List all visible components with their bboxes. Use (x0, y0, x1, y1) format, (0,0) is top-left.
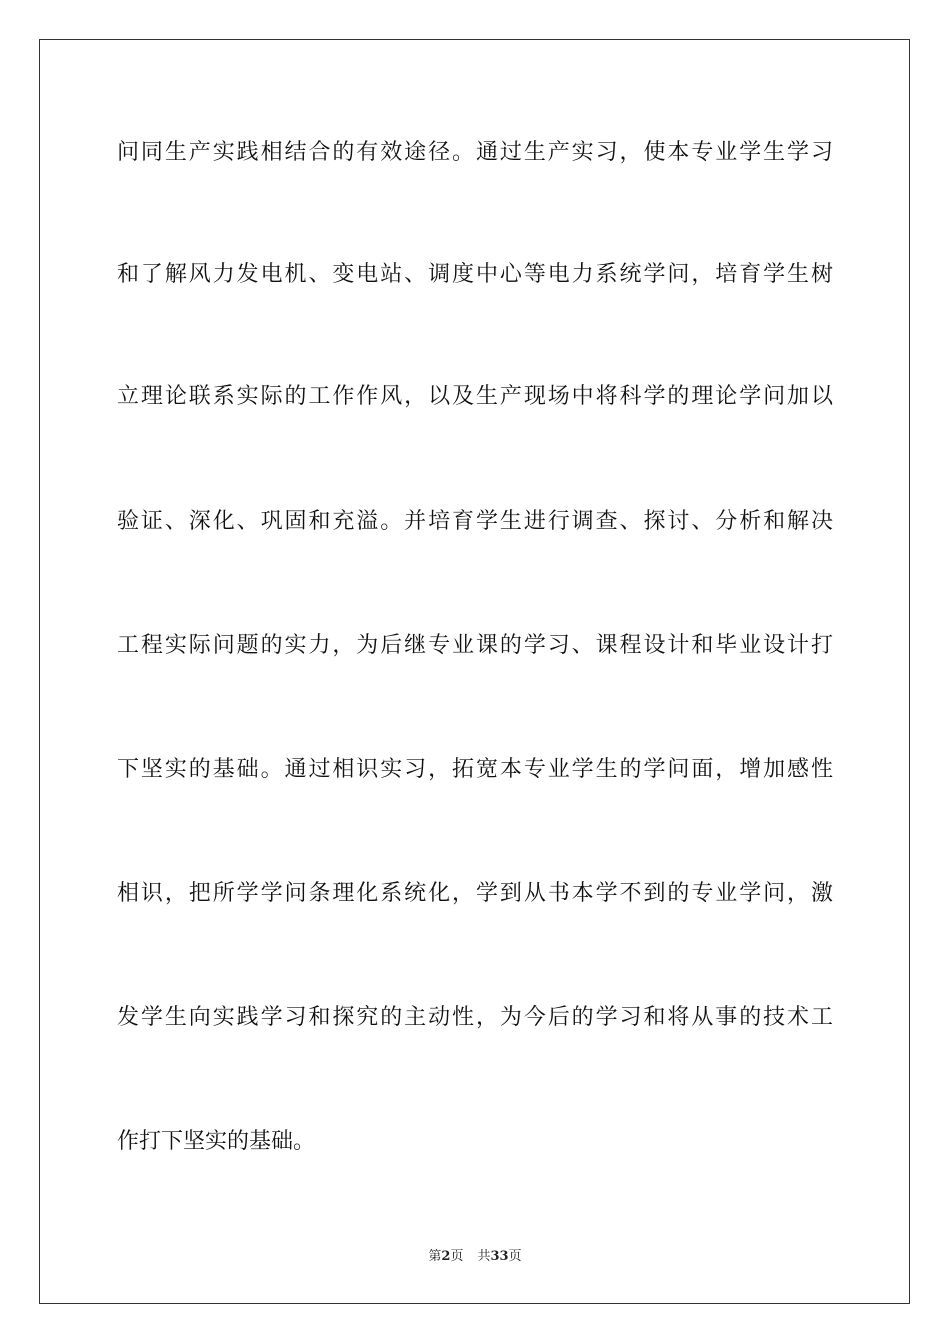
footer-total-suffix: 页 (508, 1249, 522, 1264)
footer-page-prefix: 第 (428, 1249, 442, 1264)
page-border (39, 39, 910, 1304)
footer-total-prefix: 共 (477, 1249, 491, 1264)
text-line-8: 发学生向实践学习和探究的主动性，为今后的学习和将从事的技术工 (117, 1005, 833, 1030)
text-line-3: 立理论联系实际的工作作风，以及生产现场中将科学的理论学问加以 (117, 384, 833, 409)
text-line-2: 和了解风力发电机、变电站、调度中心等电力系统学问，培育学生树 (117, 262, 833, 287)
text-line-9: 作打下坚实的基础。 (117, 1129, 316, 1154)
footer-page-suffix: 页 (450, 1249, 464, 1264)
footer-total-pages: 33 (490, 1249, 509, 1264)
text-line-7: 相识，把所学学问条理化系统化，学到从书本学不到的专业学问，激 (117, 881, 833, 906)
text-line-1: 问同生产实践相结合的有效途径。通过生产实习，使本专业学生学习 (117, 140, 833, 165)
page-footer (0, 1248, 950, 1266)
text-line-5: 工程实际问题的实力，为后继专业课的学习、课程设计和毕业设计打 (117, 633, 833, 658)
text-line-4: 验证、深化、巩固和充溢。并培育学生进行调查、探讨、分析和解决 (117, 509, 833, 534)
text-line-6: 下坚实的基础。通过相识实习，拓宽本专业学生的学问面，增加感性 (117, 757, 833, 782)
footer-page-number: 2 (441, 1249, 451, 1264)
